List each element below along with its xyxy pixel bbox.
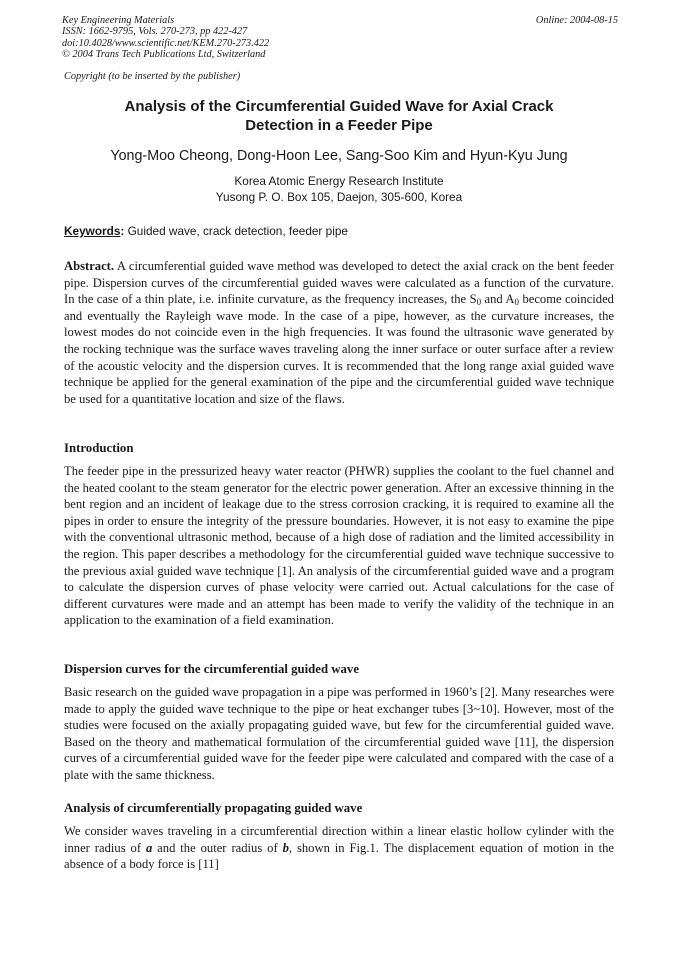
issn-line: ISSN: 1662-9795, Vols. 270-273, pp 422-427	[62, 26, 248, 38]
var-a: a	[145, 840, 153, 855]
keywords	[64, 224, 348, 238]
keywords-label: Keywords	[64, 224, 121, 238]
abstract-text-1: A circumferential guided wave method was developed to detect the axial crack on the bent feeder pipe. Dispersion curves of the circumferential guided waves were calculated as a function of the curvature. In the case of a thin plate, i.e. infinite curvature, as the frequency increases, the S	[64, 259, 614, 307]
var-b: b	[282, 840, 289, 855]
abstract-text-3: become coincided and eventually the Rayleigh wave mode. In the case of a pipe, however, as the curvature increases, the lowest modes do not coincide even in the high frequencies. It was found the ultrasonic wave generated by the rocking technique was the surface waves traveling along the inner surface or outer surface after a review of the acoustic velocity and the dispersion curves. It is recommended that the long range axial guided wave technique be applied for the general examination of the pipe and the circumferential guided wave technique be used for a quantitative location and size of the flaws.	[64, 292, 614, 406]
keywords-text: Guided wave, crack detection, feeder pipe	[124, 224, 348, 238]
analysis-heading: Analysis of circumferentially propagating guided wave	[64, 801, 363, 815]
abstract-sub-1: 0	[476, 297, 482, 308]
abstract-text-2: and A	[481, 292, 515, 307]
journal-name: Key Engineering Materials	[62, 15, 175, 26]
analysis-text-3: , shown in Fig.1. The displacement equation of motion in the absence of a body force is [11]	[64, 840, 614, 872]
keywords-colon: :	[120, 224, 125, 238]
analysis-text-1: We consider waves traveling in a circumferential direction within a linear elastic hollow cylinder with the inner radius of	[64, 824, 614, 855]
introduction-paragraph: The feeder pipe in the pressurized heavy water reactor (PHWR) supplies the coolant to the fuel channel and the heated coolant to the steam generator for the electric power generation. After an excessive thinning in the bent region and an incident of leakage due to the stress corrosion cracking, it is required to examine all the pipes in order to ensure the integrity of the pressure boundaries. However, it is not easy to examine the pipe with the conventional ultrasonic method, because of a high dose of radiation and the limited accessibility in the region. This paper describes a methodology for the circumferential guided wave technique successive to the previous axial guided wave technique [1]. An analysis of the circumferential guided wave and a program to calculate the dispersion curves of phase velocity were carried out. Actual calculations for the case of different curvatures were made and an attempt has been made to verify the validity of the technique in an application to the examination of a field examination.	[64, 464, 614, 628]
online-date: Online: 2004-08-15	[535, 15, 618, 26]
doi-line[interactable]: doi:10.4028/www.scientific.net/KEM.270-273.422	[62, 37, 270, 49]
author-list: Yong-Moo Cheong, Dong-Hoon Lee, Sang-Soo Kim and Hyun-Kyu Jung	[110, 148, 568, 164]
analysis-paragraph	[64, 823, 614, 873]
title-line-2: Detection in a Feeder Pipe	[245, 117, 433, 134]
analysis-text-2: and the outer radius of	[152, 840, 283, 855]
affiliation-line-2: Yusong P. O. Box 105, Daejon, 305-600, Korea	[215, 190, 463, 204]
title-line-1: Analysis of the Circumferential Guided Wave for Axial Crack	[124, 98, 554, 115]
copyright-note: Copyright (to be inserted by the publisher)	[64, 71, 241, 82]
abstract-paragraph	[64, 258, 614, 407]
journal-header	[62, 15, 618, 61]
paper-title	[62, 97, 616, 135]
abstract-sub-2: 0	[514, 297, 520, 308]
abstract-label: Abstract.	[64, 259, 115, 273]
publisher-line: © 2004 Trans Tech Publications Ltd, Switzerland	[62, 49, 266, 61]
affiliation-line-1: Korea Atomic Energy Research Institute	[234, 174, 444, 188]
introduction-heading: Introduction	[64, 441, 134, 455]
dispersion-paragraph: Basic research on the guided wave propagation in a pipe was performed in 1960’s [2]. Many researches were made to apply the guided wave technique to the pipe or heat exchanger tubes [3~10]. However, most of the studies were focused on the axially propagating guided wave, but few for the circumferential guided wave. Based on the theory and mathematical formulation of the circumferential guided wave [11], the dispersion curves of a circumferential guided wave for the feeder pipe were calculated and compared with the case of a plate with the same thickness.	[64, 685, 614, 782]
affiliation	[62, 173, 616, 205]
dispersion-heading: Dispersion curves for the circumferential guided wave	[64, 662, 360, 676]
